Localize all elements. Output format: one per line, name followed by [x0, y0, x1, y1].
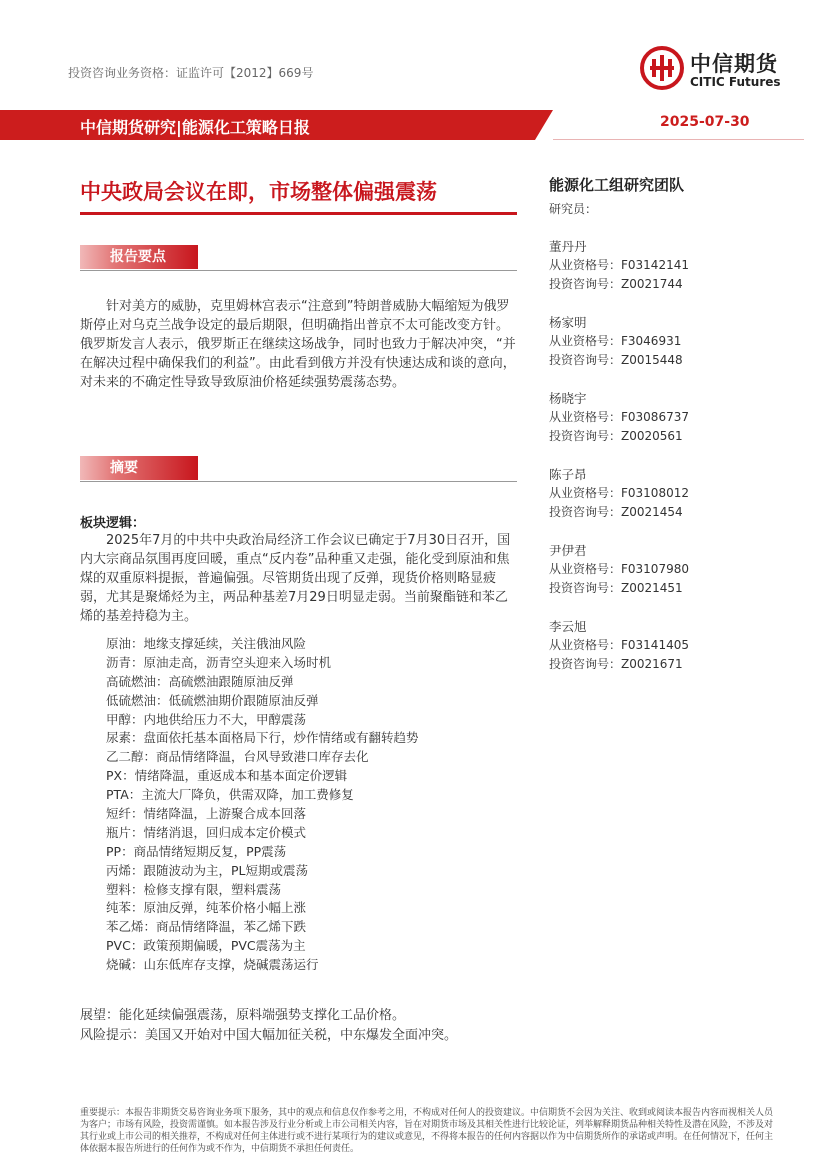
list-item: 塑料：检修支撑有限，塑料震荡: [106, 881, 282, 897]
section-key-points-label: 报告要点: [80, 245, 198, 269]
report-banner: [0, 110, 826, 140]
list-item: 尿素：盘面依托基本面格局下行，炒作情绪或有翻转趋势: [106, 730, 419, 746]
list-item: PVC：政策预期偏暖，PVC震荡为主: [106, 938, 306, 954]
researcher-name: 董丹丹: [549, 239, 587, 254]
team-subtitle: 研究员：: [549, 202, 598, 216]
team-title: 能源化工组研究团队: [549, 176, 685, 194]
list-item: 低硫燃油：低硫燃油期价跟随原油反弹: [106, 692, 319, 708]
report-date: 2025-07-30: [660, 114, 750, 130]
banner-title: 中信期货研究|能源化工策略日报: [80, 118, 310, 137]
list-item: 短纤：情绪降温，上游聚合成本回落: [106, 806, 307, 822]
list-item: 丙烯：跟随波动为主，PL短期或震荡: [106, 862, 309, 878]
key-points-text: 针对美方的威胁，克里姆林宫表示“注意到”特朗普威胁大幅缩短为俄罗斯停止对乌克兰战争设定的最后期限，但明确指出普京不太可能改变方针。俄罗斯发言人表示，俄罗斯正在继续这场战争，同时也致力于解决冲突，“并在解决过程中确保我们的利益”。由此看到俄方并没有快速达成和谈的意向，对未来的不确定性导致导致原油价格延续强势震荡态势。: [80, 299, 516, 390]
researcher-name: 陈子昂: [549, 467, 587, 482]
list-item: 沥青：原油走高，沥青空头迎来入场时机: [106, 654, 332, 670]
researcher-name: 李云旭: [549, 619, 587, 634]
researcher-practice-no: 从业资格号：F03108012: [549, 486, 689, 500]
researcher-consult-no: 投资咨询号：Z0021671: [549, 657, 683, 671]
report-headline: 中央政局会议在即，市场整体偏强震荡: [80, 180, 437, 204]
disclaimer-text: 重要提示：本报告非期货交易咨询业务项下服务，其中的观点和信息仅作参考之用，不构成对任何人的投资建议。中信期货不会因为关注、收到或阅读本报告内容而视相关人员为客户；市场有风险，投资需谨慎。如本报告涉及行业分析或上市公司相关内容，旨在对期货市场及其相关性进行比较论证，列举解释期货品种相关特性及潜在风险，不涉及对其行业或上市公司的相关推荐，不构成对任何主体进行或不进行某项行为的建议或意见，不得将本报告的任何内容据以作为中信期货所作的承诺或声明。在任何情况下，任何主体依据本报告所进行的任何作为或不作为，中信期货不承担任何责任。: [80, 1108, 774, 1154]
list-item: PX：情绪降温，重返成本和基本面定价逻辑: [106, 768, 348, 784]
researcher-consult-no: 投资咨询号：Z0021454: [549, 505, 683, 519]
logo-mark-icon: [640, 46, 684, 90]
researcher-consult-no: 投资咨询号：Z0021744: [549, 277, 683, 291]
researcher-consult-no: 投资咨询号：Z0020561: [549, 429, 683, 443]
list-item: 烧碱：山东低库存支撑，烧碱震荡运行: [106, 957, 319, 973]
logic-text: 2025年7月的中共中央政治局经济工作会议已确定于7月30日召开，国内大宗商品氛围再度回暖，重点“反内卷”品种重又走强，能化受到原油和焦煤的双重原料提振，普遍偏强。尽管期货出现了反弹，现货价格则略显疲弱，尤其是聚烯烃为主，两品种基差7月29日明显走弱。当前聚酯链和苯乙烯的基差持稳为主。: [80, 533, 511, 624]
researcher-name: 尹伊君: [549, 543, 587, 558]
license-text: 投资咨询业务资格：证监许可【2012】669号: [68, 66, 314, 80]
researcher-card: [549, 313, 683, 370]
logic-title: 板块逻辑：: [80, 516, 146, 531]
list-item: 纯苯：原油反弹，纯苯价格小幅上涨: [106, 900, 307, 916]
logo-cn-text: 中信期货: [690, 52, 778, 76]
researcher-card: [549, 541, 689, 598]
researcher-practice-no: 从业资格号：F03142141: [549, 258, 689, 272]
researcher-name: 杨晓宇: [549, 391, 587, 406]
list-item: 乙二醇：商品情绪降温，台风导致港口库存去化: [106, 749, 369, 765]
risk-text: 风险提示：美国又开始对中国大幅加征关税，中东爆发全面冲突。: [80, 1028, 458, 1043]
list-item: 原油：地缘支撑延续，关注俄油风险: [106, 636, 307, 651]
list-item: PTA：主流大厂降负，供需双降，加工费修复: [106, 787, 354, 803]
researcher-practice-no: 从业资格号：F03141405: [549, 638, 689, 652]
researcher-practice-no: 从业资格号：F03086737: [549, 410, 689, 424]
researcher-card: [549, 465, 689, 522]
researcher-consult-no: 投资咨询号：Z0021451: [549, 581, 683, 595]
company-logo: [640, 46, 805, 92]
commodity-list: [106, 634, 419, 974]
headline-underline: [80, 212, 517, 215]
researcher-consult-no: 投资咨询号：Z0015448: [549, 353, 683, 367]
researcher-card: [549, 389, 689, 446]
list-item: 瓶片：情绪消退，回归成本定价模式: [106, 824, 307, 840]
logo-en-text: CITIC Futures: [690, 75, 781, 89]
researcher-card: [549, 617, 689, 674]
outlook-text: 展望：能化延续偏强震荡，原料端强势支撑化工品价格。: [80, 1008, 406, 1023]
researcher-name: 杨家明: [549, 315, 587, 330]
key-points-paragraph: [80, 297, 518, 392]
list-item: 苯乙烯：商品情绪降温，苯乙烯下跌: [106, 919, 307, 935]
researcher-card: [549, 237, 689, 294]
list-item: PP：商品情绪短期反复，PP震荡: [106, 843, 287, 859]
list-item: 高硫燃油：高硫燃油跟随原油反弹: [106, 673, 294, 689]
list-item: 甲醇：内地供给压力不大，甲醇震荡: [106, 711, 307, 727]
section-summary-label: 摘要: [80, 456, 198, 480]
logic-paragraph: [80, 531, 518, 626]
researcher-practice-no: 从业资格号：F03107980: [549, 562, 689, 576]
researcher-practice-no: 从业资格号：F3046931: [549, 334, 682, 348]
